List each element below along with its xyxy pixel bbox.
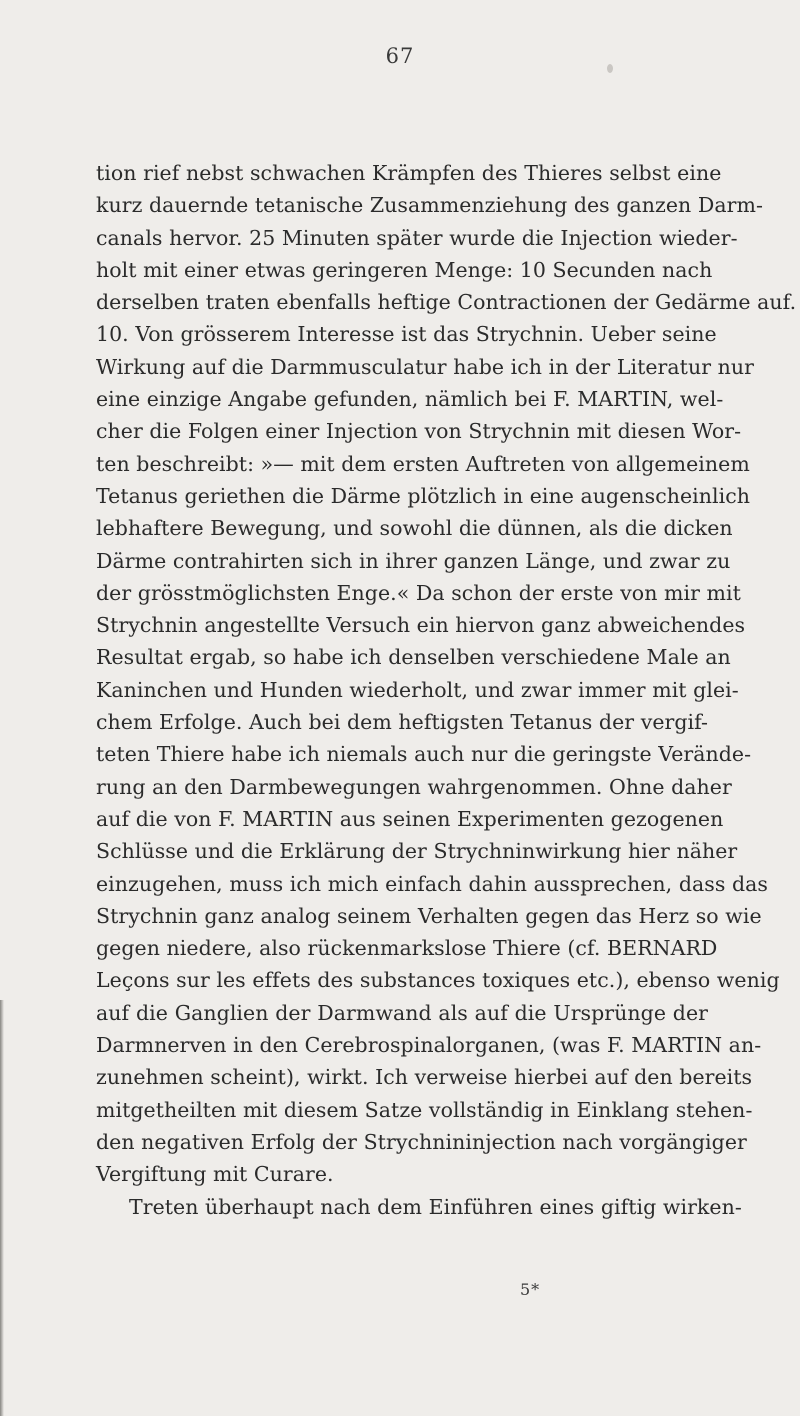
- text-line: tion rief nebst schwachen Krämpfen des Thieres selbst eine: [96, 161, 722, 185]
- text-line: zunehmen scheint), wirkt. Ich verweise hierbei auf den bereits: [96, 1065, 753, 1090]
- body-text: [96, 157, 797, 1223]
- text-line: der grösstmöglichsten Enge.« Da schon der erste von mir mit: [96, 580, 741, 605]
- text-line: chem Erfolge. Auch bei dem heftigsten Tetanus der vergif-: [96, 710, 709, 735]
- text-line: Kaninchen und Hunden wiederholt, und zwar immer mit glei-: [96, 677, 739, 702]
- text-line: derselben traten ebenfalls heftige Contractionen der Gedärme auf.: [96, 290, 797, 315]
- text-line: Därme contrahirten sich in ihrer ganzen Länge, und zwar zu: [96, 548, 731, 573]
- text-line: 10. Von grösserem Interesse ist das Strychnin. Ueber seine: [96, 322, 717, 347]
- text-line: mitgetheilten mit diesem Satze vollständig in Einklang stehen-: [96, 1097, 753, 1122]
- text-line: Schlüsse und die Erklärung der Strychninwirkung hier näher: [96, 839, 738, 864]
- text-line-paragraph-end: Vergiftung mit Curare.: [96, 1162, 334, 1187]
- text-line: holt mit einer etwas geringeren Menge: 10 Secunden nach: [96, 257, 713, 282]
- text-line: cher die Folgen einer Injection von Strychnin mit diesen Wor-: [96, 419, 742, 444]
- signature-mark: 5*: [520, 1280, 541, 1299]
- text-line-paragraph-start: Treten überhaupt nach dem Einführen eines giftig wirken-: [129, 1194, 742, 1219]
- text-line: Darmnerven in den Cerebrospinalorganen, (was F. MARTIN an-: [96, 1033, 762, 1058]
- text-line: kurz dauernde tetanische Zusammenziehung des ganzen Darm-: [96, 193, 763, 218]
- text-line: auf die Ganglien der Darmwand als auf die Ursprünge der: [96, 1000, 708, 1025]
- text-line: gegen niedere, also rückenmarkslose Thiere (cf. BERNARD: [96, 936, 718, 961]
- text-line: rung an den Darmbewegungen wahrgenommen. Ohne daher: [96, 774, 732, 799]
- text-line: lebhaftere Bewegung, und sowohl die dünnen, als die dicken: [96, 516, 733, 541]
- text-line: Strychnin angestellte Versuch ein hiervon ganz abweichendes: [96, 613, 746, 638]
- binding-edge-shadow: [0, 1000, 4, 1416]
- text-line: Resultat ergab, so habe ich denselben verschiedene Male an: [96, 645, 731, 670]
- text-line: ten beschreibt: »— mit dem ersten Auftreten von allgemeinem: [96, 451, 750, 476]
- text-line: einzugehen, muss ich mich einfach dahin aussprechen, dass das: [96, 871, 768, 896]
- text-line: eine einzige Angabe gefunden, nämlich bei F. MARTIN, wel-: [96, 387, 724, 412]
- text-line: teten Thiere habe ich niemals auch nur die geringste Verände-: [96, 742, 752, 767]
- text-line: den negativen Erfolg der Strychnininjection nach vorgängiger: [96, 1129, 747, 1154]
- text-line: Tetanus geriethen die Därme plötzlich in eine augenscheinlich: [96, 483, 751, 508]
- page-number: 67: [385, 44, 415, 68]
- text-line: Strychnin ganz analog seinem Verhalten gegen das Herz so wie: [96, 903, 762, 928]
- text-line: canals hervor. 25 Minuten später wurde die Injection wieder-: [96, 225, 738, 250]
- text-line: Wirkung auf die Darmmusculatur habe ich in der Literatur nur: [96, 354, 754, 379]
- text-line: auf die von F. MARTIN aus seinen Experimenten gezogenen: [96, 806, 724, 831]
- text-line: Leçons sur les effets des substances toxiques etc.), ebenso wenig: [96, 968, 780, 993]
